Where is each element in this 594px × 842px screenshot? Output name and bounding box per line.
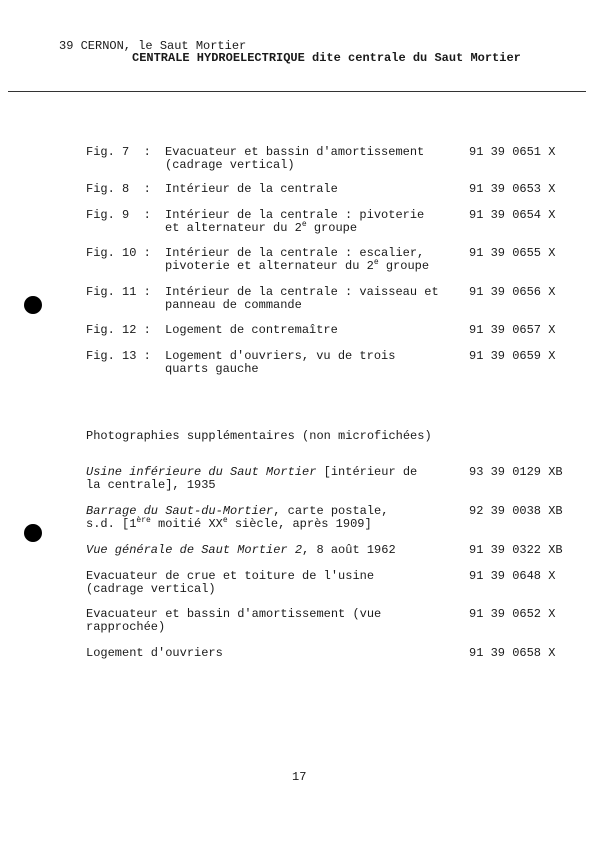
superscript: ère — [136, 516, 151, 525]
figure-ref: 91 39 0657 X — [469, 323, 556, 337]
caption-text: groupe — [378, 259, 430, 273]
caption-line: Logement d'ouvriers — [86, 646, 223, 660]
header-rule — [8, 91, 586, 92]
figure-label: Fig. 7 : — [86, 145, 151, 159]
figure-ref: 91 39 0651 X — [469, 145, 556, 159]
caption-line: Logement de contremaître — [165, 323, 338, 337]
figure-caption — [165, 209, 455, 235]
caption-text: s.d. [1 — [86, 517, 137, 531]
supplementary-ref: 91 39 0652 X — [469, 607, 556, 621]
page-number: 17 — [292, 770, 307, 784]
figure-ref: 91 39 0654 X — [469, 208, 556, 222]
caption-italic: Vue générale de Saut Mortier 2 — [86, 543, 303, 557]
caption-line — [86, 544, 436, 557]
caption-line: (cadrage vertical) — [165, 158, 295, 172]
figure-ref: 91 39 0653 X — [469, 182, 556, 196]
caption-line: Intérieur de la centrale : escalier, — [165, 246, 425, 260]
superscript: e — [222, 516, 228, 525]
figure-caption — [165, 286, 455, 312]
figure-label: Fig. 13 : — [86, 349, 151, 363]
caption-line: rapprochée) — [86, 620, 166, 634]
caption-line: Intérieur de la centrale — [165, 182, 338, 196]
section-title: Photographies supplémentaires (non microfichées) — [86, 429, 432, 443]
figure-caption — [165, 247, 455, 273]
caption-line: panneau de commande — [165, 298, 302, 312]
supplementary-ref: 93 39 0129 XB — [469, 465, 563, 479]
figure-caption — [165, 350, 455, 376]
figure-label: Fig. 9 : — [86, 208, 151, 222]
supplementary-caption — [86, 570, 436, 596]
caption-text: , carte postale, — [273, 504, 389, 518]
caption-line — [165, 222, 455, 235]
figure-ref: 91 39 0655 X — [469, 246, 556, 260]
caption-text: siècle, après 1909] — [227, 517, 372, 531]
superscript: e — [301, 220, 307, 229]
caption-line: Evacuateur et bassin d'amortissement — [165, 145, 425, 159]
caption-line — [165, 260, 455, 273]
supplementary-caption — [86, 505, 436, 531]
caption-text: pivoterie et alternateur du 2 — [165, 259, 374, 273]
figure-label: Fig. 10 : — [86, 246, 151, 260]
supplementary-ref: 91 39 0648 X — [469, 569, 556, 583]
caption-line: Intérieur de la centrale : pivoterie — [165, 208, 425, 222]
punch-hole-icon — [24, 524, 42, 542]
figure-ref: 91 39 0656 X — [469, 285, 556, 299]
supplementary-caption — [86, 544, 436, 557]
supplementary-caption — [86, 466, 436, 492]
figure-caption — [165, 324, 455, 337]
figure-label: Fig. 11 : — [86, 285, 151, 299]
caption-line: la centrale], 1935 — [86, 478, 216, 492]
figure-ref: 91 39 0659 X — [469, 349, 556, 363]
supplementary-ref: 92 39 0038 XB — [469, 504, 563, 518]
punch-hole-icon — [24, 296, 42, 314]
caption-line: Intérieur de la centrale : vaisseau et — [165, 285, 439, 299]
caption-line: quarts gauche — [165, 362, 259, 376]
figure-label: Fig. 8 : — [86, 182, 151, 196]
supplementary-ref: 91 39 0322 XB — [469, 543, 563, 557]
supplementary-caption — [86, 608, 436, 634]
supplementary-ref: 91 39 0658 X — [469, 646, 556, 660]
caption-text: , 8 août 1962 — [302, 543, 396, 557]
caption-text: [intérieur de — [316, 465, 418, 479]
header-title: CENTRALE HYDROELECTRIQUE dite centrale du Saut Mortier — [132, 51, 521, 65]
caption-text: et alternateur du 2 — [165, 221, 302, 235]
superscript: e — [373, 258, 379, 267]
figure-caption — [165, 146, 455, 172]
caption-line — [86, 518, 436, 531]
caption-italic: Barrage du Saut-du-Mortier — [86, 504, 274, 518]
caption-line: Evacuateur et bassin d'amortissement (vue — [86, 607, 382, 621]
caption-text: groupe — [306, 221, 358, 235]
figure-caption — [165, 183, 455, 196]
caption-italic: Usine inférieure du Saut Mortier — [86, 465, 317, 479]
caption-line: Evacuateur de crue et toiture de l'usine — [86, 569, 375, 583]
supplementary-caption — [86, 647, 436, 660]
figure-label: Fig. 12 : — [86, 323, 151, 337]
caption-line: (cadrage vertical) — [86, 582, 216, 596]
header-location: 39 CERNON, le Saut Mortier — [59, 39, 247, 53]
caption-line: Logement d'ouvriers, vu de trois — [165, 349, 396, 363]
caption-text: moitié XX — [150, 517, 223, 531]
